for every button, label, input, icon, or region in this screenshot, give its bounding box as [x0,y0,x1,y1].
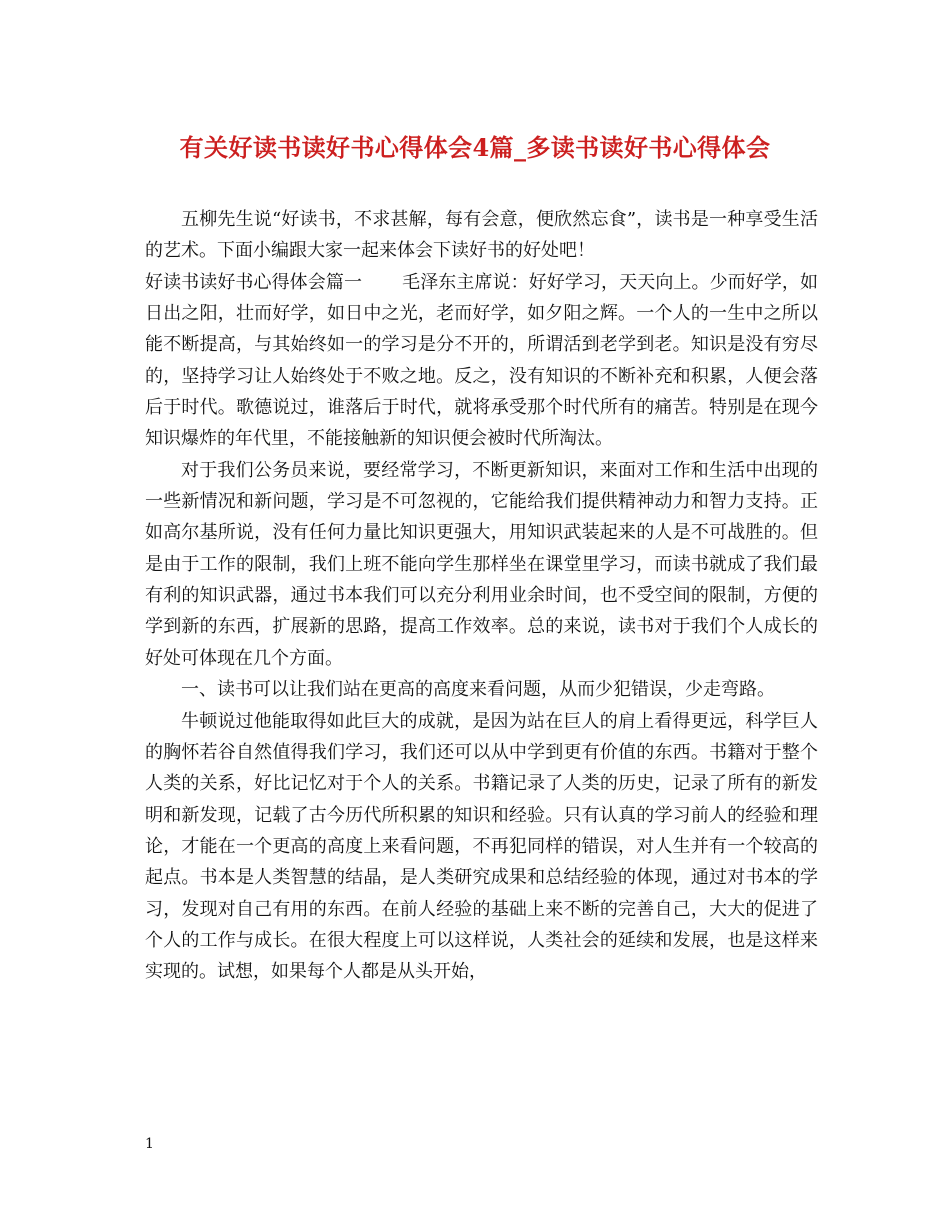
document-body [145,204,818,988]
intro-paragraph: 五柳先生说“好读书，不求甚解，每有会意，便欣然忘食”，读书是一种享受生活的艺术。下面小编跟大家一起来体会下读好书的好处吧！ [145,209,818,262]
section-paragraph-1 [145,267,818,455]
section-heading: 好读书读好书心得体会篇一 [145,271,363,293]
paragraph-2: 对于我们公务员来说，要经常学习，不断更新知识，来面对工作和生活中出现的一些新情况和新问题，学习是不可忽视的，它能给我们提供精神动力和智力支持。正如高尔基所说，没有任何力量比知识更强大，用知识武装起来的人是不可战胜的。但是由于工作的限制，我们上班不能向学生那样坐在课堂里学习，而读书就成了我们最有利的知识武器，通过书本我们可以充分利用业余时间，也不受空间的限制，方便的学到新的东西，扩展新的思路，提高工作效率。总的来说，读书对于我们个人成长的好处可体现在几个方面。 [145,459,818,669]
page-number: 1 [145,1136,154,1152]
paragraph-3: 一、读书可以让我们站在更高的高度来看问题，从而少犯错误，少走弯路。 [181,679,775,701]
paragraph-4: 牛顿说过他能取得如此巨大的成就，是因为站在巨人的肩上看得更远，科学巨人的胸怀若谷自然值得我们学习，我们还可以从中学到更有价值的东西。书籍对于整个人类的关系，好比记忆对于个人的关系。书籍记录了人类的历史，记录了所有的新发明和新发现，记载了古今历代所积累的知识和经验。只有认真的学习前人的经验和理论，才能在一个更高的高度上来看问题，不再犯同样的错误，对人生并有一个较高的起点。书本是人类智慧的结晶，是人类研究成果和总结经验的体现，通过对书本的学习，发现对自己有用的东西。在前人经验的基础上来不断的完善自己，大大的促进了个人的工作与成长。在很大程度上可以这样说，人类社会的延续和发展，也是这样来实现的。试想，如果每个人都是从头开始， [145,710,818,983]
paragraph-1-text: 毛泽东主席说：好好学习，天天向上。少而好学，如日出之阳，壮而好学，如日中之光，老而好学，如夕阳之辉。一个人的一生中之所以能不断提高，与其始终如一的学习是分不开的，所谓活到老学到老。知识是没有穷尽的，坚持学习让人始终处于不败之地。反之，没有知识的不断补充和积累，人便会落后于时代。歌德说过，谁落后于时代，就将承受那个时代所有的痛苦。特别是在现今知识爆炸的年代里，不能接触新的知识便会被时代所淘汰。 [145,271,819,450]
document-title: 有关好读书读好书心得体会4篇_多读书读好书心得体会 [179,133,771,162]
